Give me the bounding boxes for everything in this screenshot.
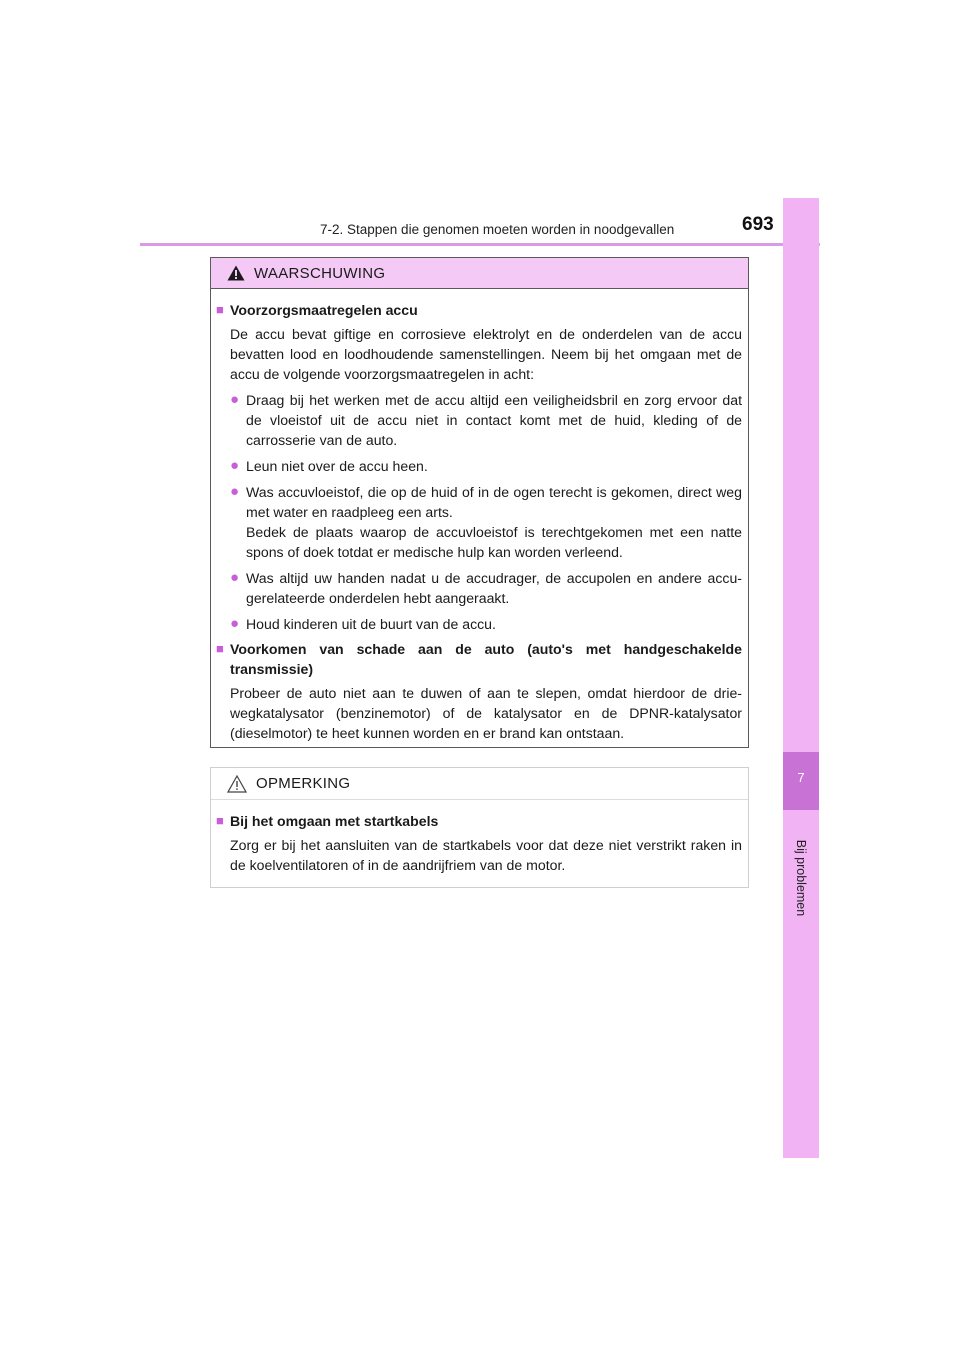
list-item-line: Bedek de plaats waarop de accuvloeistof is terechtgekomen met een natte spons of doek totdat er medische hulp kan worden verleend. — [246, 524, 742, 560]
note-header — [211, 768, 748, 800]
warning-triangle-icon — [227, 265, 245, 281]
list-item-text — [246, 482, 742, 562]
round-bullet-icon: ● — [230, 569, 240, 586]
chapter-number: 7 — [797, 770, 805, 785]
list-item — [216, 482, 742, 562]
section-heading — [216, 300, 742, 320]
page-number: 693 — [742, 214, 774, 235]
section-heading-text: Bij het omgaan met startkabels — [230, 813, 439, 829]
section-paragraph: Probeer de auto niet aan te duwen of aan te slepen, omdat hierdoor de drie-wegkatalysator (benzinemotor) of de katalysator en de DPNR-katalysator (dieselmotor) te heet kunnen worden en er brand kan ontstaan. — [230, 685, 742, 741]
warning-title: WAARSCHUWING — [254, 264, 386, 282]
list-item-text: Houd kinderen uit de buurt van de accu. — [246, 616, 496, 632]
section-heading-text: Voorkomen van schade aan de auto (auto's met handgeschakelde transmissie) — [230, 641, 742, 677]
list-item — [216, 456, 742, 476]
round-bullet-icon: ● — [230, 457, 240, 474]
list-item — [216, 568, 742, 608]
section-paragraph: Zorg er bij het aansluiten van de startkabels voor dat deze niet verstrikt raken in de koelventilatoren of in de aandrijfriem van de motor. — [230, 837, 742, 873]
section-title: 7-2. Stappen die genomen moeten worden in noodgevallen — [320, 222, 675, 237]
header-rule — [140, 243, 820, 246]
section-paragraph: De accu bevat giftige en corrosieve elektrolyt en de onderdelen van de accu bevatten lood en loodhoudende samenstellingen. Neem bij het omgaan met de accu de volgende voorzorgsmaatregelen in acht: — [230, 326, 742, 382]
section-heading — [216, 639, 742, 679]
square-bullet-icon: ■ — [216, 641, 224, 656]
round-bullet-icon: ● — [230, 483, 240, 500]
chapter-title-text: Bij problemen — [794, 839, 808, 917]
caution-triangle-icon — [227, 775, 247, 793]
list-item — [216, 614, 742, 634]
list-item-text: Was altijd uw handen nadat u de accudrager, de accupolen en andere accu-gerelateerde onderdelen hebt aangeraakt. — [246, 570, 742, 606]
round-bullet-icon: ● — [230, 615, 240, 632]
section-heading — [216, 811, 742, 831]
square-bullet-icon: ■ — [216, 302, 224, 317]
list-item-line: Was accuvloeistof, die op de huid of in de ogen terecht is gekomen, direct weg met water en raadpleeg een arts. — [246, 484, 742, 520]
list-item — [216, 390, 742, 450]
warning-body — [211, 289, 748, 743]
warning-box — [210, 257, 749, 748]
chapter-title[interactable] — [773, 818, 829, 938]
round-bullet-icon: ● — [230, 391, 240, 408]
warning-header — [211, 258, 748, 289]
list-item-text: Leun niet over de accu heen. — [246, 458, 428, 474]
note-box — [210, 767, 749, 888]
chapter-side-tab — [783, 198, 819, 1158]
note-title: OPMERKING — [256, 775, 351, 792]
note-body — [211, 800, 748, 875]
square-bullet-icon: ■ — [216, 813, 224, 828]
list-item-text: Draag bij het werken met de accu altijd een veiligheidsbril en zorg ervoor dat de vloeistof uit de accu niet in contact komt met de huid, kleding of de carrosserie van de auto. — [246, 392, 742, 448]
section-heading-text: Voorzorgsmaatregelen accu — [230, 302, 418, 318]
